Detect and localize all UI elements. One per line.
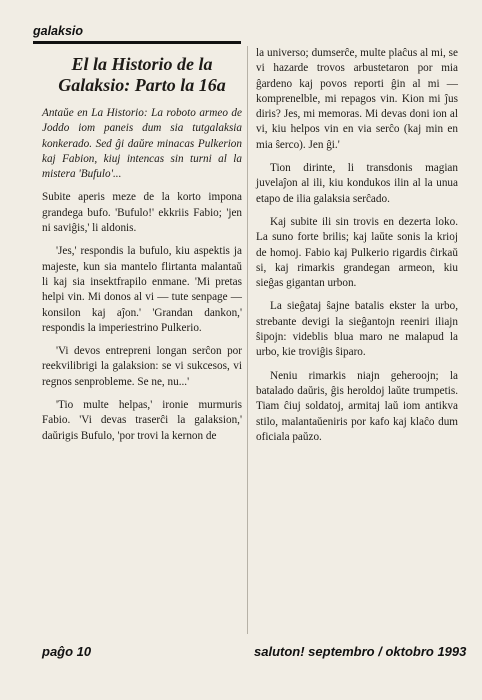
left-column: [42, 54, 242, 452]
paragraph: Tion dirinte, li transdonis magian juvelaĵon al ili, kiu kondukos ilin al la unua etapo de ilia galaksia serĉado.: [256, 162, 458, 205]
paragraph: Neniu rimarkis niajn geheroojn; la batalado daŭris, ĝis heroldoj laŭte trumpetis. Tiam ĉiuj soldatoj, armitaj laŭ iom antikva stilo, malantaŭeniris por kafo kaj klaĉo dum oficiala paŭzo.: [256, 369, 458, 443]
article-intro: Antaŭe en La Historio: La roboto armeo de Joddo iom paneis dum sia tutgalaksia konkerado. Sed ĝi daŭre minacas Pulkerion kaj Fabion, kiuj intencas sin turni al la mistera 'Bufulo'...: [42, 107, 242, 181]
running-head: galaksio: [33, 24, 84, 38]
paragraph: Subite aperis meze de la korto impona grandega bufo. 'Bufulo!' ekkriis Fabio; 'jen ni saviĝis,' li aldonis.: [42, 191, 242, 235]
paragraph: 'Vi devos entrepreni longan serĉon por reekvilibrigi la galaksion: se vi sukcesos, vi regnos senprobleme. Se ne, nu...': [42, 345, 242, 388]
paragraph: Kaj subite ili sin trovis en dezerta loko. La suno forte brilis; kaj laŭte sonis la krioj de homoj. Fabio kaj Pulkerio rigardis ĉirkaŭ si, kaj rimarkis grandegan armeon, kiu sieĝas gigantan urbon.: [256, 215, 458, 290]
paragraph: 'Tio multe helpas,' ironie murmuris Fabio. 'Vi devas traserĉi la galaksion,' daŭrigis Bufulo, 'por trovi la kernon de: [42, 399, 242, 442]
header-rule: [33, 41, 241, 44]
article-title: El la Historio de la Galaksio: Parto la 16a: [58, 54, 226, 95]
right-column: [256, 46, 458, 453]
paragraph: La sieĝataj ŝajne batalis ekster la urbo, strebante devigi la sieĝantojn reeniri iliajn ŝipojn: videblis blua maro ne malapud la urbo, kie troviĝis ŝiparo.: [256, 300, 458, 359]
column-divider: [247, 46, 248, 634]
issue-label: saluton! septembro / oktobro 1993: [254, 644, 467, 659]
paragraph: 'Jes,' respondis la bufulo, kiu aspektis ja majeste, kun sia mantelo flirtanta malantaŭ li kaj sia insektfrapilo enmane. 'Mi pretas helpi vin. Mi donos al vi — tute senpage — konsilon kaj aĵon.' 'Grandan dankon,' respondis la imperiestrino Pulkerio.: [42, 245, 242, 334]
page-number: paĝo 10: [42, 644, 92, 659]
paragraph: la universo; dumserĉe, multe plaĉus al mi, se vi hazarde trovos arbustetaron por mia ĝardeno kaj povos reporti ĝin al mi — komprenelble, mi repagos vin. Kion mi ĵus diris? Jes, mi memoras. Mi devas doni ion al vi, kiu helpos vin en via serĉo (kaj min en mia ŝerco). Jen ĝi.': [256, 47, 458, 151]
